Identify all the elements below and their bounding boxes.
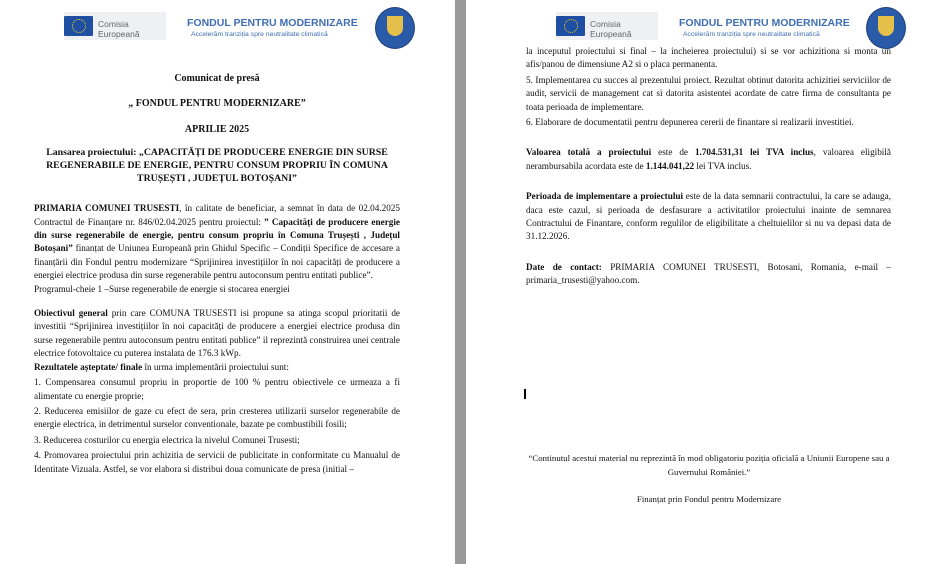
- project-label: Lansarea proiectului:: [46, 147, 137, 159]
- value-text-2: , valoarea eligibilă nerambursabila acordata este de: [526, 147, 891, 171]
- romania-crest-icon: [375, 7, 415, 49]
- eu-logo-text: [590, 19, 632, 39]
- project-launch: [34, 146, 400, 185]
- eu-line-2: Europeană: [98, 29, 140, 39]
- results-heading: [34, 361, 400, 374]
- contact-text: PRIMARIA COMUNEI TRUSESTI, Botosani, Romania, e-mail – primaria_trusesti@yahoo.com.: [526, 261, 891, 286]
- list-item: 4. Promovarea proiectului prin achizitia de servicii de publicitate in conformitate cu Manualul de Identitate Vizuala. Astfel, se vor elabora si distribui doua comunicate de presa (initial –: [34, 450, 400, 474]
- paragraph-contract: [34, 202, 400, 282]
- objective-label: Obiectivul general: [34, 308, 108, 319]
- value-text-1: este de: [651, 147, 695, 158]
- financing-note: Finanțat prin Fondul pentru Modernizare: [636, 494, 782, 504]
- project-value: [526, 146, 891, 173]
- eu-flag-icon: [556, 16, 585, 36]
- left-content: [34, 62, 400, 476]
- fund-name: „ FONDUL PENTRU MODERNIZARE”: [128, 98, 306, 110]
- romania-crest-icon: [866, 7, 906, 49]
- page-header: [556, 7, 906, 47]
- contact-label: Date de contact:: [526, 261, 602, 272]
- eu-line-1: Comisia: [590, 19, 621, 29]
- objective-text: prin care COMUNA TRUSESTI isi propune sa atinga scopul prioritatii de investitii “Sprijinirea investițiilor în noi capacități de producere a energiei electrice produsa din surse regenerabile pentru autoconsum pentru entitati publice” il reprezintă construirea unei centrale electrice fotovoltaice cu puterea instalata de 176.3 kWp.: [34, 308, 400, 359]
- eu-flag-icon: [64, 16, 93, 36]
- para1-text-2: finanțat de Uniunea Europeană prin Ghidul Specific – Condiții Specifice de accesare a finanțării din Fondul pentru modernizare “Sprijinirea investițiilor în noi capacități de producere a energiei electrice produsa din surse regenerabile pentru autoconsum pentru entitati publice”.: [34, 243, 400, 281]
- fund-title: FONDUL PENTRU MODERNIZARE: [679, 17, 850, 29]
- press-release-title: Comunicat de presă: [174, 73, 260, 84]
- para1-project-title: ” Capacități de producere energie din surse regenerabile de energie, pentru consum propriu în Comuna Trușești , Județul Botoșani”: [34, 216, 400, 254]
- fund-title: FONDUL PENTRU MODERNIZARE: [187, 17, 358, 29]
- list-item: 2. Reducerea emisiilor de gaze cu efect de sera, prin cresterea utilizarii surselor regenerabile de energie electrica, in detrimentul surselor conventionale, bazate pe combustibili fosili;: [34, 405, 400, 430]
- para1-text-1: , în calitate de beneficiar, a semnat în data de 02.04.2025 Contractul de Finanțare nr. 846/02.04.2025 pentru proiectul:: [34, 203, 400, 227]
- contact-info: [526, 261, 891, 288]
- text-cursor: [524, 389, 526, 399]
- eu-logo-text: [98, 19, 140, 39]
- results-text: în urma implementării proiectului sunt:: [142, 361, 289, 372]
- list-item: 5. Implementarea cu succes al prezentului proiect. Rezultat obtinut datorita achizitiei serviciilor de audit, servicii de management cat si datorita asistentei acordate de catre firma de consultanta pe toata perioada de implementare.: [526, 74, 891, 112]
- page-header: [64, 7, 404, 47]
- fund-subtitle: Accelerăm tranziția spre neutralitate climatică: [191, 31, 328, 38]
- eu-line-2: Europeană: [590, 29, 632, 39]
- program-line: Programul-cheie 1 –Surse regenerabile de energie si stocarea energiei: [34, 283, 290, 294]
- value-total: 1.704.531,31 lei TVA inclus: [694, 147, 814, 158]
- fund-subtitle: Accelerăm tranziția spre neutralitate climatică: [683, 31, 820, 38]
- value-text-3: lei TVA inclus.: [694, 160, 752, 171]
- period-label: Perioada de implementare a proiectului: [526, 191, 684, 202]
- eu-line-1: Comisia: [98, 19, 129, 29]
- release-date: APRILIE 2025: [184, 123, 250, 135]
- value-label: Valoarea totală a proiectului: [526, 147, 652, 158]
- list-item: 3. Reducerea costurilor cu energia electrica la nivelul Comunei Trusesti;: [34, 434, 300, 445]
- paragraph-objective: [34, 307, 400, 361]
- document-page-left: [0, 0, 455, 564]
- value-eligible: 1.144.041,22: [645, 160, 695, 171]
- disclaimer: “Continutul acestui material nu reprezintă în mod obligatoriu poziția oficială a Uniunii Europene sau a Guvernului României.”: [528, 453, 890, 477]
- period-text: este de la data semnarii contractului, la care se adauga, daca este cazul, si perioada de desfasurare a activitatilor proiectului inainte de semnarea Contractului de Finantare, conform regulilor de eligibilitate a cheltuielilor si nu va depasi data de 31.12.2026.: [526, 191, 891, 242]
- results-label: Rezultatele așteptate/ finale: [34, 361, 143, 372]
- project-name: „CAPACITĂȚI DE PRODUCERE ENERGIE DIN SURSE REGENERABILE DE ENERGIE, PENTRU CONSUM PROPRIU ÎN COMUNA TRUȘEȘTI , JUDEȚUL BOTOȘANI”: [46, 147, 388, 185]
- page-gutter: [455, 0, 466, 564]
- document-page-right: [466, 0, 943, 564]
- list-item: 6. Elaborare de documentatii pentru depunerea cererii de finantare si realizarii investitiei.: [526, 117, 854, 128]
- implementation-period: [526, 190, 891, 244]
- list-item: 1. Compensarea consumul propriu in proportie de 100 % pentru obiectivele ce urmeaza a fi alimentate cu energie proprie;: [34, 377, 400, 401]
- right-content: [526, 45, 891, 288]
- continuation-text: la inceputul proiectului si final – la incheierea proiectului) si se vor achizitiona si monta un afis/panou de dimensiune A2 si o placa permanenta.: [526, 46, 891, 70]
- beneficiary-name: PRIMARIA COMUNEI TRUSESTI: [34, 203, 180, 214]
